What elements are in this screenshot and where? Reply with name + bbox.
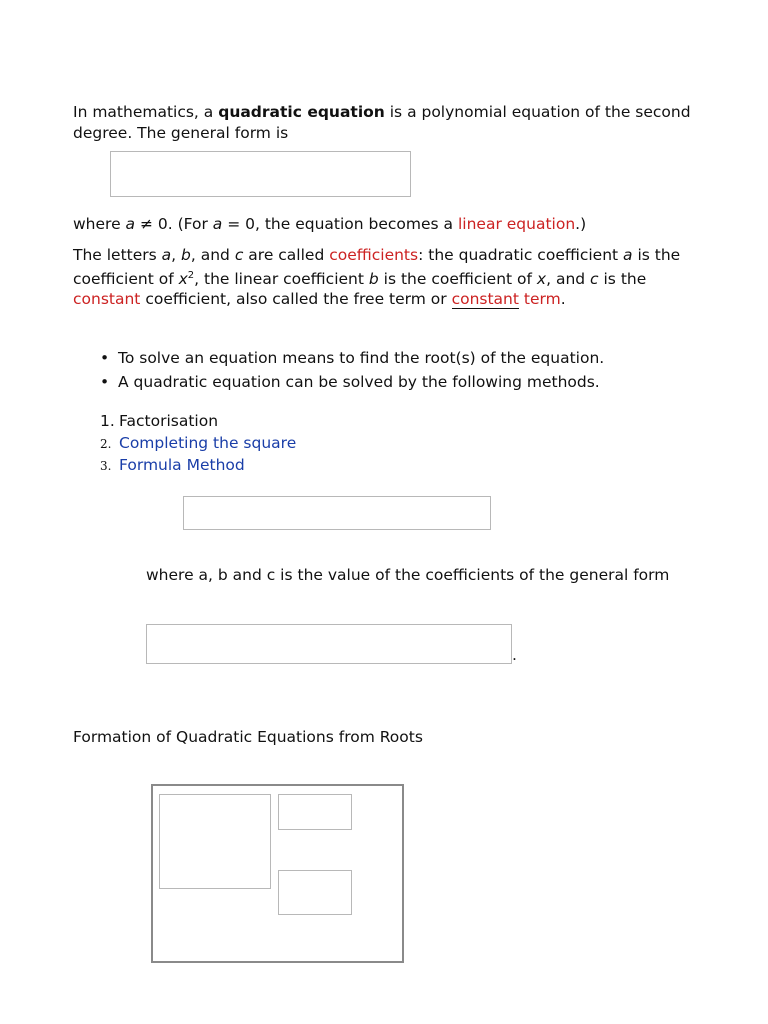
roots-diagram-image	[151, 784, 404, 963]
var-b: b	[181, 246, 191, 264]
text: , and	[190, 246, 235, 264]
constant-term-link[interactable]	[452, 290, 561, 309]
text: is the coefficient of	[73, 246, 681, 288]
list-number: 3.	[100, 459, 112, 473]
intro-paragraph	[73, 102, 713, 143]
where-a-nonzero-line	[73, 214, 713, 235]
text: ≠ 0. (For	[135, 215, 213, 233]
constant-link[interactable]: constant	[73, 290, 141, 309]
var-a: a	[623, 246, 633, 264]
bullet-list	[100, 346, 604, 394]
text: .	[560, 290, 566, 309]
quadratic-formula-image	[183, 496, 491, 530]
text: ,	[171, 246, 182, 264]
quadratic-equation-term: quadratic equation	[218, 103, 385, 121]
text: The letters	[73, 246, 162, 264]
superscript: 2	[187, 269, 195, 281]
text: .)	[575, 215, 587, 233]
text: term	[523, 290, 561, 309]
list-item	[100, 411, 296, 433]
var-a: a	[125, 215, 136, 233]
list-item: • A quadratic equation can be solved by the following methods.	[100, 370, 604, 394]
list-item	[100, 455, 296, 478]
text: , the linear coefficient	[194, 269, 369, 288]
var-c: c	[234, 246, 244, 264]
text: is the	[598, 269, 647, 288]
coefficients-paragraph	[73, 245, 698, 310]
var-x: x	[178, 269, 188, 288]
list-item	[100, 433, 296, 456]
general-form-equation-image	[110, 151, 411, 197]
general-form-equation-image-2	[146, 624, 512, 664]
where-abc-text: where a, b and c is the value of the coefficients of the general form	[146, 566, 670, 584]
var-x: x	[536, 269, 547, 288]
list-number: 1.	[100, 412, 115, 430]
text: coefficient, also called the free term or	[140, 290, 452, 309]
text: is the coefficient of	[378, 269, 537, 288]
list-number: 2.	[100, 436, 112, 451]
formula-method-link[interactable]: Formula Method	[119, 456, 245, 474]
var-a: a	[212, 215, 223, 233]
var-b: b	[368, 269, 379, 288]
coefficients-link[interactable]: coefficients	[329, 246, 419, 264]
var-c: c	[590, 269, 599, 288]
intro-text: In mathematics, a	[73, 103, 219, 121]
diagram-panel-large	[159, 794, 271, 889]
text: constant	[451, 290, 519, 309]
diagram-panel-bottom-right	[278, 870, 352, 915]
factorisation-label: Factorisation	[119, 412, 219, 430]
formation-heading: Formation of Quadratic Equations from Roots	[73, 728, 423, 746]
text: are called	[243, 246, 330, 264]
var-a: a	[161, 246, 172, 264]
list-item: • To solve an equation means to find the root(s) of the equation.	[100, 346, 604, 370]
intro-text-cont: is a polynomial equation of the second degree. The general form is	[73, 103, 691, 142]
text: = 0, the equation becomes a	[222, 215, 458, 233]
text: where	[73, 215, 126, 233]
diagram-panel-top-right	[278, 794, 352, 830]
linear-equation-link[interactable]: linear equation	[457, 215, 576, 233]
completing-the-square-link[interactable]: Completing the square	[119, 433, 297, 452]
methods-list	[100, 411, 296, 478]
text: , and	[546, 269, 591, 288]
text: : the quadratic coefficient	[418, 246, 624, 264]
trailing-period: .	[512, 646, 517, 664]
